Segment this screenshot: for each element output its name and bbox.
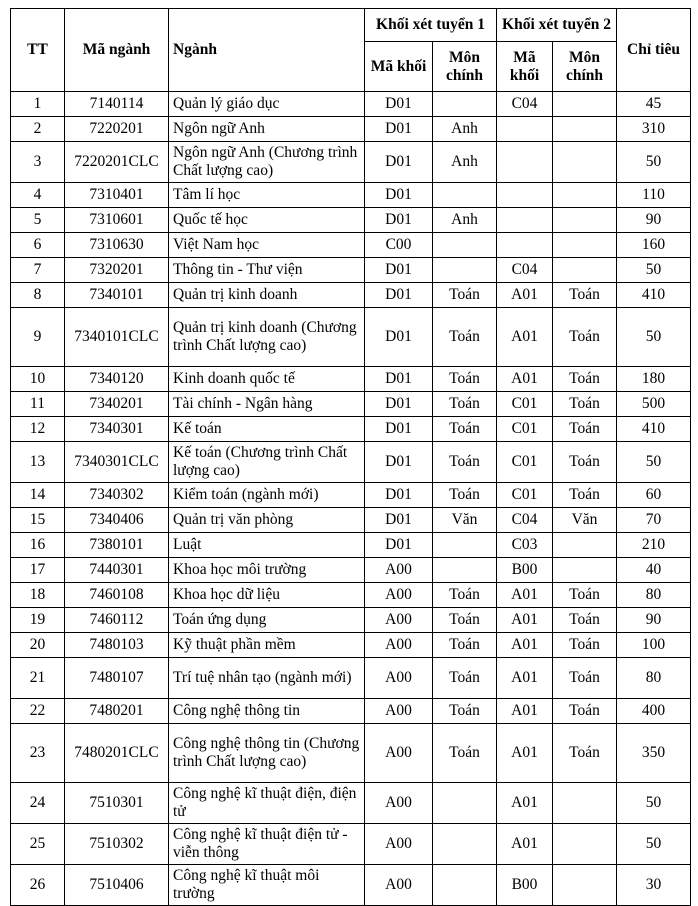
cell-mon-chinh-1: Anh — [433, 208, 497, 233]
cell-chi-tieu: 180 — [617, 367, 691, 392]
cell-mon-chinh-1 — [433, 258, 497, 283]
cell-mon-chinh-2 — [553, 558, 617, 583]
table-row — [11, 783, 691, 824]
cell-ma-khoi-2: C01 — [497, 417, 553, 442]
cell-mon-chinh-2: Toán — [553, 308, 617, 367]
cell-ma-nganh: 7510302 — [65, 824, 169, 865]
header-nganh: Ngành — [169, 9, 365, 92]
cell-ma-nganh: 7510301 — [65, 783, 169, 824]
cell-mon-chinh-2 — [553, 92, 617, 117]
cell-mon-chinh-2 — [553, 824, 617, 865]
cell-ma-khoi-1: D01 — [365, 533, 433, 558]
cell-nganh: Kinh doanh quốc tế — [169, 367, 365, 392]
cell-ma-khoi-1: D01 — [365, 308, 433, 367]
cell-ma-khoi-1: A00 — [365, 583, 433, 608]
cell-nganh: Kế toán (Chương trình Chất lượng cao) — [169, 442, 365, 483]
cell-mon-chinh-2 — [553, 783, 617, 824]
cell-chi-tieu: 500 — [617, 392, 691, 417]
cell-chi-tieu: 80 — [617, 658, 691, 699]
cell-mon-chinh-1: Toán — [433, 724, 497, 783]
header-tt: TT — [11, 9, 65, 92]
cell-ma-nganh: 7340302 — [65, 483, 169, 508]
cell-ma-khoi-1: D01 — [365, 258, 433, 283]
cell-tt: 2 — [11, 117, 65, 142]
cell-mon-chinh-1 — [433, 558, 497, 583]
cell-mon-chinh-1: Toán — [433, 442, 497, 483]
cell-chi-tieu: 210 — [617, 533, 691, 558]
cell-mon-chinh-1: Toán — [433, 633, 497, 658]
cell-ma-khoi-2: A01 — [497, 367, 553, 392]
cell-chi-tieu: 50 — [617, 258, 691, 283]
header-ma-khoi-2: Mã khối — [497, 42, 553, 92]
cell-nganh: Việt Nam học — [169, 233, 365, 258]
cell-ma-nganh: 7380101 — [65, 533, 169, 558]
cell-ma-khoi-2: B00 — [497, 865, 553, 906]
cell-tt: 6 — [11, 233, 65, 258]
cell-tt: 22 — [11, 699, 65, 724]
cell-tt: 26 — [11, 865, 65, 906]
cell-ma-khoi-1: D01 — [365, 508, 433, 533]
cell-chi-tieu: 50 — [617, 308, 691, 367]
cell-tt: 14 — [11, 483, 65, 508]
cell-nganh: Khoa học môi trường — [169, 558, 365, 583]
cell-mon-chinh-2: Toán — [553, 699, 617, 724]
cell-ma-khoi-2: C04 — [497, 258, 553, 283]
cell-chi-tieu: 50 — [617, 824, 691, 865]
cell-chi-tieu: 410 — [617, 417, 691, 442]
cell-ma-nganh: 7220201 — [65, 117, 169, 142]
cell-nganh: Tài chính - Ngân hàng — [169, 392, 365, 417]
cell-ma-nganh: 7480107 — [65, 658, 169, 699]
cell-mon-chinh-1: Toán — [433, 417, 497, 442]
cell-tt: 3 — [11, 142, 65, 183]
cell-ma-khoi-1: A00 — [365, 783, 433, 824]
cell-mon-chinh-1 — [433, 183, 497, 208]
cell-tt: 5 — [11, 208, 65, 233]
table-row — [11, 865, 691, 906]
table-row — [11, 308, 691, 367]
cell-ma-nganh: 7440301 — [65, 558, 169, 583]
cell-mon-chinh-2: Toán — [553, 483, 617, 508]
cell-nganh: Công nghệ kĩ thuật điện, điện tử — [169, 783, 365, 824]
table-row — [11, 824, 691, 865]
cell-chi-tieu: 90 — [617, 608, 691, 633]
cell-mon-chinh-2: Toán — [553, 392, 617, 417]
header-khoi-1: Khối xét tuyển 1 — [365, 9, 497, 42]
cell-tt: 13 — [11, 442, 65, 483]
cell-ma-nganh: 7340301 — [65, 417, 169, 442]
cell-ma-khoi-1: D01 — [365, 367, 433, 392]
cell-ma-khoi-2: A01 — [497, 658, 553, 699]
cell-mon-chinh-2 — [553, 117, 617, 142]
table-row — [11, 658, 691, 699]
table-row — [11, 608, 691, 633]
table-row — [11, 583, 691, 608]
cell-ma-khoi-2 — [497, 142, 553, 183]
cell-ma-khoi-1: A00 — [365, 558, 433, 583]
cell-ma-khoi-1: D01 — [365, 417, 433, 442]
cell-ma-khoi-2: C03 — [497, 533, 553, 558]
table-row — [11, 699, 691, 724]
cell-chi-tieu: 45 — [617, 92, 691, 117]
cell-ma-nganh: 7460112 — [65, 608, 169, 633]
cell-mon-chinh-1: Toán — [433, 583, 497, 608]
cell-ma-khoi-1: D01 — [365, 392, 433, 417]
cell-mon-chinh-2 — [553, 533, 617, 558]
cell-nganh: Công nghệ kĩ thuật điện tử - viễn thông — [169, 824, 365, 865]
table-row — [11, 367, 691, 392]
cell-mon-chinh-2: Toán — [553, 724, 617, 783]
header-ma-nganh: Mã ngành — [65, 9, 169, 92]
cell-ma-khoi-2: C01 — [497, 442, 553, 483]
cell-chi-tieu: 50 — [617, 442, 691, 483]
table-row — [11, 283, 691, 308]
cell-ma-khoi-2: C04 — [497, 92, 553, 117]
cell-mon-chinh-1 — [433, 824, 497, 865]
admission-table — [10, 8, 691, 906]
cell-ma-nganh: 7510406 — [65, 865, 169, 906]
cell-tt: 1 — [11, 92, 65, 117]
cell-tt: 25 — [11, 824, 65, 865]
cell-ma-nganh: 7340201 — [65, 392, 169, 417]
cell-ma-khoi-2: A01 — [497, 724, 553, 783]
cell-tt: 10 — [11, 367, 65, 392]
cell-ma-khoi-2 — [497, 208, 553, 233]
cell-ma-khoi-2: A01 — [497, 699, 553, 724]
table-row — [11, 633, 691, 658]
header-khoi-2: Khối xét tuyển 2 — [497, 9, 617, 42]
cell-nganh: Ngôn ngữ Anh — [169, 117, 365, 142]
cell-mon-chinh-1: Toán — [433, 608, 497, 633]
cell-ma-khoi-1: D01 — [365, 92, 433, 117]
cell-nganh: Kiểm toán (ngành mới) — [169, 483, 365, 508]
cell-mon-chinh-2 — [553, 865, 617, 906]
table-row — [11, 117, 691, 142]
cell-mon-chinh-1: Anh — [433, 142, 497, 183]
cell-ma-khoi-2: C01 — [497, 392, 553, 417]
cell-tt: 8 — [11, 283, 65, 308]
cell-nganh: Tâm lí học — [169, 183, 365, 208]
cell-ma-khoi-2: A01 — [497, 583, 553, 608]
cell-tt: 24 — [11, 783, 65, 824]
cell-mon-chinh-2 — [553, 208, 617, 233]
table-row — [11, 233, 691, 258]
cell-ma-nganh: 7310601 — [65, 208, 169, 233]
cell-ma-khoi-2: B00 — [497, 558, 553, 583]
cell-mon-chinh-2: Toán — [553, 608, 617, 633]
cell-mon-chinh-1: Toán — [433, 658, 497, 699]
cell-nganh: Thông tin - Thư viện — [169, 258, 365, 283]
cell-ma-khoi-1: D01 — [365, 442, 433, 483]
cell-ma-khoi-2 — [497, 117, 553, 142]
cell-mon-chinh-2 — [553, 142, 617, 183]
cell-ma-khoi-2 — [497, 183, 553, 208]
cell-chi-tieu: 50 — [617, 142, 691, 183]
cell-chi-tieu: 410 — [617, 283, 691, 308]
cell-mon-chinh-2: Văn — [553, 508, 617, 533]
cell-mon-chinh-1: Văn — [433, 508, 497, 533]
cell-chi-tieu: 70 — [617, 508, 691, 533]
cell-nganh: Kỹ thuật phần mềm — [169, 633, 365, 658]
header-chi-tieu: Chỉ tiêu — [617, 9, 691, 92]
cell-mon-chinh-1 — [433, 233, 497, 258]
cell-mon-chinh-2: Toán — [553, 658, 617, 699]
cell-nganh: Toán ứng dụng — [169, 608, 365, 633]
cell-nganh: Quản lý giáo dục — [169, 92, 365, 117]
cell-tt: 12 — [11, 417, 65, 442]
cell-ma-nganh: 7340101 — [65, 283, 169, 308]
cell-ma-nganh: 7480201 — [65, 699, 169, 724]
cell-ma-khoi-1: A00 — [365, 699, 433, 724]
cell-mon-chinh-2: Toán — [553, 417, 617, 442]
cell-nganh: Luật — [169, 533, 365, 558]
cell-nganh: Khoa học dữ liệu — [169, 583, 365, 608]
cell-mon-chinh-1: Toán — [433, 699, 497, 724]
cell-ma-nganh: 7340406 — [65, 508, 169, 533]
cell-ma-khoi-2: A01 — [497, 608, 553, 633]
cell-nganh: Công nghệ kĩ thuật môi trường — [169, 865, 365, 906]
cell-ma-khoi-1: A00 — [365, 824, 433, 865]
cell-mon-chinh-2: Toán — [553, 442, 617, 483]
cell-chi-tieu: 310 — [617, 117, 691, 142]
cell-ma-khoi-2 — [497, 233, 553, 258]
cell-ma-khoi-2: A01 — [497, 783, 553, 824]
cell-ma-khoi-1: A00 — [365, 633, 433, 658]
cell-nganh: Kế toán — [169, 417, 365, 442]
cell-tt: 18 — [11, 583, 65, 608]
cell-mon-chinh-1: Toán — [433, 483, 497, 508]
cell-tt: 23 — [11, 724, 65, 783]
cell-tt: 7 — [11, 258, 65, 283]
cell-ma-nganh: 7480201CLC — [65, 724, 169, 783]
cell-nganh: Công nghệ thông tin — [169, 699, 365, 724]
cell-ma-khoi-2: A01 — [497, 633, 553, 658]
cell-tt: 9 — [11, 308, 65, 367]
table-row — [11, 533, 691, 558]
cell-chi-tieu: 90 — [617, 208, 691, 233]
cell-ma-nganh: 7320201 — [65, 258, 169, 283]
cell-ma-khoi-1: D01 — [365, 117, 433, 142]
cell-tt: 20 — [11, 633, 65, 658]
cell-mon-chinh-2 — [553, 258, 617, 283]
cell-ma-khoi-1: D01 — [365, 283, 433, 308]
cell-mon-chinh-2: Toán — [553, 367, 617, 392]
cell-tt: 16 — [11, 533, 65, 558]
cell-nganh: Quản trị kinh doanh — [169, 283, 365, 308]
cell-ma-khoi-2: A01 — [497, 308, 553, 367]
table-row — [11, 508, 691, 533]
cell-ma-khoi-2: A01 — [497, 824, 553, 865]
cell-ma-nganh: 7340101CLC — [65, 308, 169, 367]
cell-ma-khoi-2: C01 — [497, 483, 553, 508]
cell-ma-nganh: 7340301CLC — [65, 442, 169, 483]
header-ma-khoi-1: Mã khối — [365, 42, 433, 92]
cell-mon-chinh-1: Toán — [433, 283, 497, 308]
cell-mon-chinh-2: Toán — [553, 283, 617, 308]
cell-chi-tieu: 30 — [617, 865, 691, 906]
cell-chi-tieu: 400 — [617, 699, 691, 724]
header-mon-chinh-1: Môn chính — [433, 42, 497, 92]
table-row — [11, 442, 691, 483]
cell-mon-chinh-1: Toán — [433, 367, 497, 392]
cell-chi-tieu: 60 — [617, 483, 691, 508]
cell-mon-chinh-2 — [553, 183, 617, 208]
cell-tt: 11 — [11, 392, 65, 417]
cell-nganh: Trí tuệ nhân tạo (ngành mới) — [169, 658, 365, 699]
cell-chi-tieu: 50 — [617, 783, 691, 824]
cell-chi-tieu: 160 — [617, 233, 691, 258]
cell-ma-khoi-1: C00 — [365, 233, 433, 258]
cell-chi-tieu: 40 — [617, 558, 691, 583]
cell-ma-khoi-1: A00 — [365, 865, 433, 906]
table-row — [11, 483, 691, 508]
cell-mon-chinh-1 — [433, 865, 497, 906]
cell-ma-khoi-1: A00 — [365, 608, 433, 633]
cell-ma-khoi-1: D01 — [365, 142, 433, 183]
cell-mon-chinh-1: Toán — [433, 392, 497, 417]
cell-ma-khoi-1: D01 — [365, 208, 433, 233]
cell-ma-khoi-1: A00 — [365, 658, 433, 699]
table-row — [11, 724, 691, 783]
cell-mon-chinh-2: Toán — [553, 583, 617, 608]
cell-chi-tieu: 80 — [617, 583, 691, 608]
cell-ma-khoi-1: A00 — [365, 724, 433, 783]
cell-mon-chinh-2 — [553, 233, 617, 258]
table-body — [11, 92, 691, 906]
table-row — [11, 417, 691, 442]
cell-tt: 19 — [11, 608, 65, 633]
cell-mon-chinh-1 — [433, 783, 497, 824]
table-row — [11, 258, 691, 283]
cell-mon-chinh-2: Toán — [553, 633, 617, 658]
cell-tt: 4 — [11, 183, 65, 208]
cell-ma-nganh: 7460108 — [65, 583, 169, 608]
cell-ma-nganh: 7310630 — [65, 233, 169, 258]
cell-ma-nganh: 7340120 — [65, 367, 169, 392]
cell-ma-nganh: 7220201CLC — [65, 142, 169, 183]
cell-mon-chinh-1: Anh — [433, 117, 497, 142]
table-row — [11, 92, 691, 117]
cell-chi-tieu: 110 — [617, 183, 691, 208]
cell-nganh: Quản trị kinh doanh (Chương trình Chất lượng cao) — [169, 308, 365, 367]
cell-nganh: Công nghệ thông tin (Chương trình Chất lượng cao) — [169, 724, 365, 783]
cell-ma-khoi-2: A01 — [497, 283, 553, 308]
cell-nganh: Quốc tế học — [169, 208, 365, 233]
table-row — [11, 392, 691, 417]
cell-tt: 21 — [11, 658, 65, 699]
table-row — [11, 142, 691, 183]
cell-nganh: Quản trị văn phòng — [169, 508, 365, 533]
cell-ma-khoi-1: D01 — [365, 183, 433, 208]
cell-ma-nganh: 7140114 — [65, 92, 169, 117]
cell-mon-chinh-1 — [433, 533, 497, 558]
cell-tt: 17 — [11, 558, 65, 583]
table-row — [11, 208, 691, 233]
cell-ma-khoi-1: D01 — [365, 483, 433, 508]
table-row — [11, 558, 691, 583]
header-mon-chinh-2: Môn chính — [553, 42, 617, 92]
cell-tt: 15 — [11, 508, 65, 533]
cell-ma-nganh: 7310401 — [65, 183, 169, 208]
table-row — [11, 183, 691, 208]
cell-ma-khoi-2: C04 — [497, 508, 553, 533]
cell-nganh: Ngôn ngữ Anh (Chương trình Chất lượng cao) — [169, 142, 365, 183]
cell-chi-tieu: 350 — [617, 724, 691, 783]
cell-chi-tieu: 100 — [617, 633, 691, 658]
cell-mon-chinh-1 — [433, 92, 497, 117]
cell-mon-chinh-1: Toán — [433, 308, 497, 367]
cell-ma-nganh: 7480103 — [65, 633, 169, 658]
